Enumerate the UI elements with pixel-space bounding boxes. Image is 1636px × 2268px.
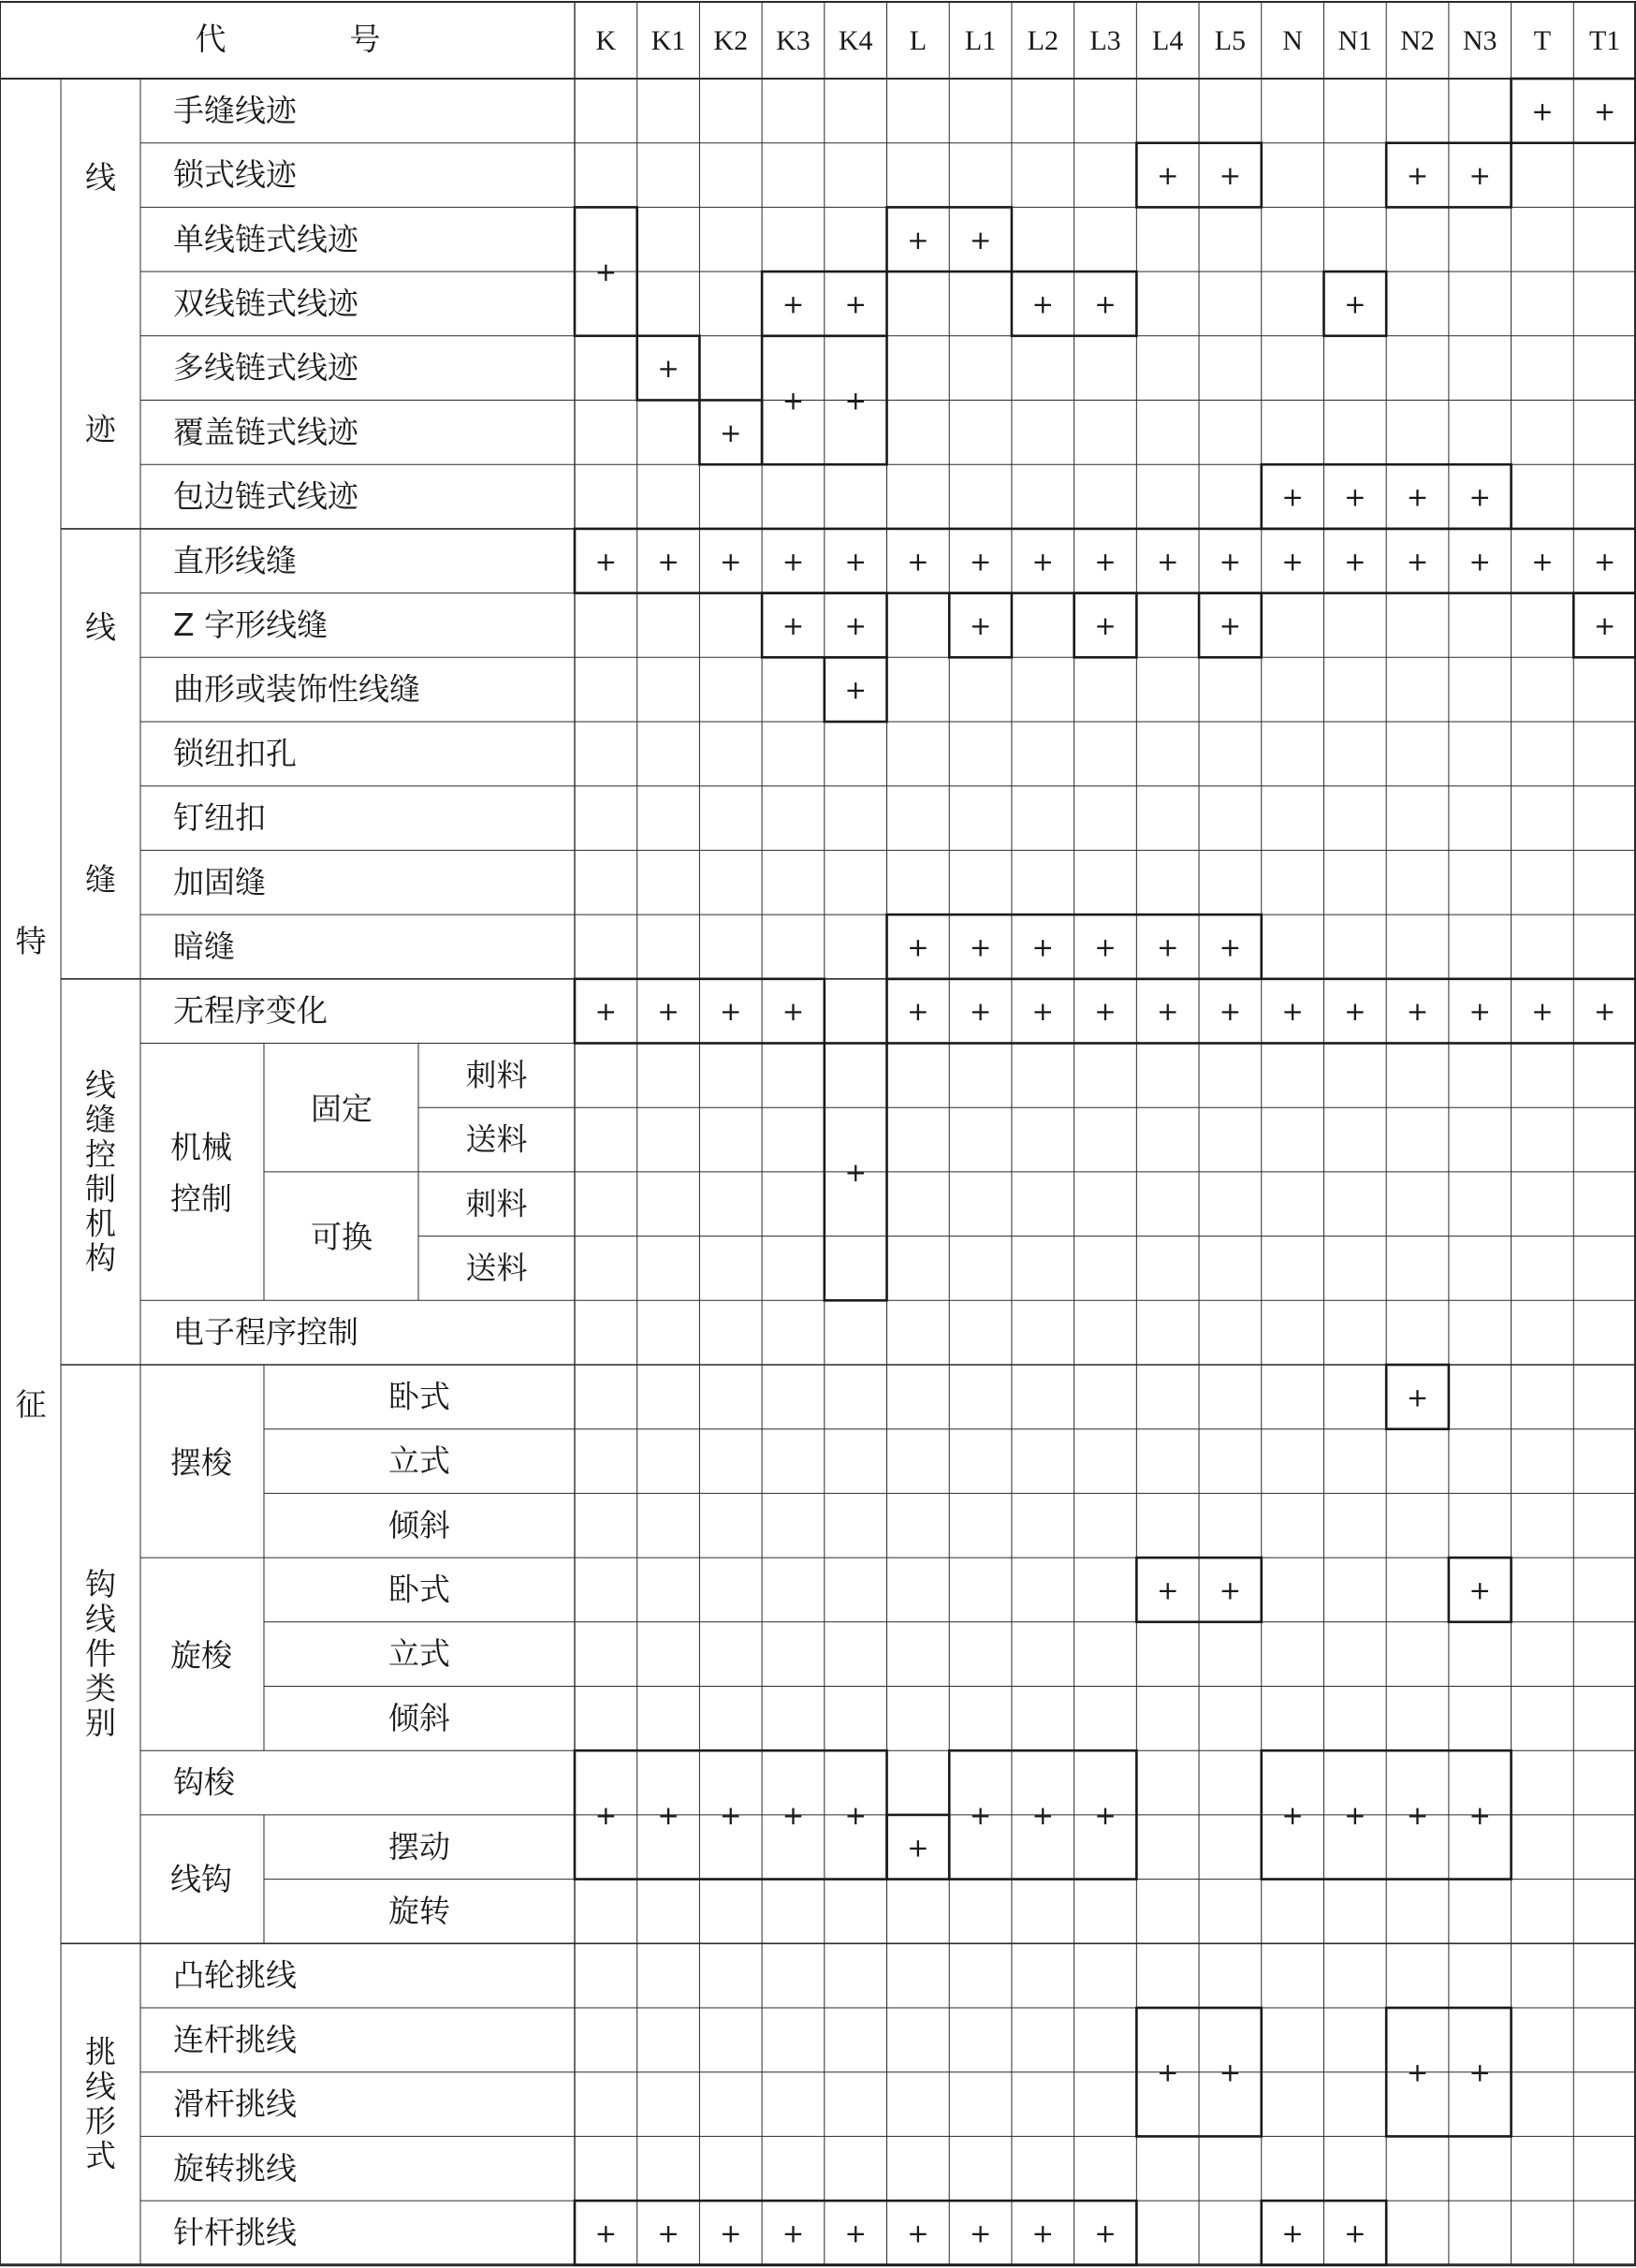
plus-mark: +: [594, 996, 618, 1028]
plus-mark: +: [1531, 95, 1554, 127]
row-label: 针杆挑线: [173, 2214, 297, 2251]
code-header-n2: N2: [1400, 25, 1435, 56]
group-label-hook-5: 别: [85, 1705, 116, 1742]
header-label-left: 代: [195, 21, 226, 57]
characteristic-label-1: 特: [15, 923, 47, 959]
plus-mark: +: [844, 1156, 867, 1188]
plus-mark: +: [844, 546, 867, 578]
group-label-control-1: 线: [85, 1066, 116, 1104]
plus-mark: +: [781, 546, 805, 578]
plus-mark: +: [969, 2217, 992, 2249]
plus-mark: +: [1468, 546, 1491, 578]
plus-mark: +: [907, 546, 929, 578]
code-header-t: T: [1533, 25, 1552, 56]
plus-mark: +: [1094, 288, 1117, 320]
plus-mark: +: [781, 609, 805, 641]
row-label: 立式: [388, 1635, 450, 1673]
plus-mark: +: [657, 546, 679, 578]
plus-mark: +: [781, 385, 805, 417]
row-label: 送料: [465, 1120, 528, 1158]
plus-mark: +: [1094, 546, 1117, 578]
plus-mark: +: [969, 224, 992, 256]
plus-mark: +: [657, 353, 679, 385]
plus-mark: +: [657, 996, 679, 1028]
plus-mark: +: [1219, 160, 1242, 192]
plus-mark: +: [907, 2217, 929, 2249]
plus-mark: +: [720, 2217, 742, 2249]
plus-mark: +: [1406, 160, 1429, 192]
plus-mark: +: [1531, 546, 1554, 578]
row-label: 曲形或装饰性线缝: [173, 670, 420, 708]
row-label: 锁纽扣孔: [173, 735, 297, 772]
plus-mark: +: [1406, 481, 1429, 513]
plus-mark: +: [969, 931, 992, 963]
row-label: 送料: [465, 1249, 528, 1286]
code-header-k4: K4: [838, 25, 873, 56]
plus-mark: +: [1219, 546, 1242, 578]
plus-mark: +: [720, 996, 742, 1028]
plus-mark: +: [1156, 160, 1179, 192]
group-label-takeup-4: 式: [85, 2137, 116, 2174]
plus-mark: +: [781, 288, 805, 320]
plus-mark: +: [1531, 996, 1554, 1028]
row-label: 单线链式线迹: [173, 220, 358, 257]
plus-mark: +: [1219, 2056, 1242, 2088]
oscillating-shuttle-label: 摆梭: [170, 1444, 232, 1481]
plus-mark: +: [1156, 1574, 1179, 1606]
plus-mark: +: [1344, 288, 1366, 320]
plus-mark: +: [1593, 95, 1616, 127]
group-label-control-4: 制: [85, 1170, 116, 1207]
plus-mark: +: [720, 417, 742, 448]
row-label: 包边链式线迹: [173, 477, 358, 515]
group-label-control-6: 构: [85, 1239, 116, 1277]
plus-mark: +: [594, 1799, 618, 1831]
plus-mark: +: [1468, 2056, 1491, 2088]
code-header-k2: K2: [713, 25, 749, 56]
plus-mark: +: [1468, 996, 1491, 1028]
plus-mark: +: [969, 546, 992, 578]
group-label-seam-2: 缝: [85, 861, 116, 899]
row-label: 无程序变化: [173, 992, 328, 1030]
group-label-control-2: 缝: [85, 1101, 116, 1138]
plus-mark: +: [1468, 1574, 1491, 1606]
plus-mark: +: [1156, 996, 1179, 1028]
plus-mark: +: [1281, 996, 1304, 1028]
plus-mark: +: [1344, 546, 1366, 578]
plus-mark: +: [1468, 1799, 1491, 1831]
code-header-l5: L5: [1214, 25, 1247, 56]
group-label-takeup-2: 线: [85, 2068, 116, 2105]
plus-mark: +: [1094, 1799, 1117, 1831]
code-header-l3: L3: [1089, 25, 1121, 56]
plus-mark: +: [1593, 546, 1616, 578]
plus-mark: +: [594, 2217, 618, 2249]
plus-mark: +: [1156, 2056, 1179, 2088]
characteristic-label-2: 征: [15, 1386, 47, 1423]
row-label: 凸轮挑线: [173, 1956, 297, 1994]
plus-mark: +: [1406, 2056, 1429, 2088]
plus-mark: +: [1344, 996, 1366, 1028]
plus-mark: +: [1468, 481, 1491, 513]
plus-mark: +: [1406, 1799, 1429, 1831]
plus-mark: +: [1593, 996, 1616, 1028]
plus-mark: +: [844, 674, 867, 706]
header-label-right: 号: [349, 21, 381, 57]
code-header-l1: L1: [964, 25, 997, 56]
group-label-control-5: 机: [85, 1205, 116, 1242]
code-header-n1: N1: [1337, 25, 1373, 56]
plus-mark: +: [1094, 996, 1117, 1028]
plus-mark: +: [969, 609, 992, 641]
plus-mark: +: [1281, 1799, 1304, 1831]
row-label: 锁式线迹: [173, 156, 297, 194]
plus-mark: +: [781, 2217, 805, 2249]
plus-mark: +: [1406, 546, 1429, 578]
table-grid: [0, 2, 1636, 2265]
row-label: 倾斜: [388, 1506, 450, 1544]
plus-mark: +: [1031, 288, 1055, 320]
plus-mark: +: [1219, 1574, 1242, 1606]
row-label: 旋转挑线: [173, 2149, 297, 2187]
row-label: 覆盖链式线迹: [173, 413, 358, 450]
row-label: 卧式: [388, 1571, 450, 1608]
row-label: 电子程序控制: [173, 1313, 358, 1351]
plus-mark: +: [1593, 609, 1616, 641]
mechanical-control-label-1: 机械: [170, 1129, 232, 1165]
plus-mark: +: [594, 256, 618, 288]
row-label: 摆动: [388, 1828, 450, 1866]
rotary-shuttle-label: 旋梭: [170, 1637, 232, 1674]
group-label-control-3: 控: [85, 1135, 116, 1173]
group-label-hook-2: 线: [85, 1601, 116, 1638]
group-label-takeup-1: 挑: [85, 2033, 116, 2070]
plus-mark: +: [594, 546, 618, 578]
group-label-stitch-1: 线: [85, 158, 116, 196]
plus-mark: +: [1094, 2217, 1117, 2249]
plus-mark: +: [1219, 609, 1242, 641]
plus-mark: +: [657, 1799, 679, 1831]
exchangeable-label: 可换: [311, 1219, 372, 1255]
plus-mark: +: [1219, 931, 1242, 963]
row-label: 倾斜: [388, 1699, 450, 1736]
row-label: 多线链式线迹: [173, 349, 358, 387]
plus-mark: +: [907, 1832, 929, 1864]
plus-mark: +: [907, 224, 929, 256]
plus-mark: +: [720, 546, 742, 578]
plus-mark: +: [1281, 481, 1304, 513]
plus-mark: +: [1344, 2217, 1366, 2249]
code-header-k: K: [595, 25, 617, 56]
plus-mark: +: [1344, 1799, 1366, 1831]
group-label-hook-3: 件: [85, 1635, 116, 1673]
row-label: 刺料: [465, 1056, 528, 1093]
plus-mark: +: [969, 996, 992, 1028]
row-label: 立式: [388, 1442, 450, 1480]
plus-mark: +: [907, 996, 929, 1028]
group-label-hook-4: 类: [85, 1670, 116, 1707]
group-label-hook-1: 钩: [85, 1566, 116, 1603]
row-label: 钉纽扣: [173, 799, 266, 837]
table-text: [16, 21, 1621, 2250]
plus-mark: +: [907, 931, 929, 963]
code-header-l2: L2: [1027, 25, 1059, 56]
row-label: Z 字形线缝: [173, 606, 329, 643]
plus-mark: +: [1031, 546, 1055, 578]
plus-mark: +: [1468, 160, 1491, 192]
plus-mark: +: [1094, 609, 1117, 641]
plus-mark: +: [657, 2217, 679, 2249]
plus-mark: +: [844, 288, 867, 320]
row-label: 钩梭: [173, 1763, 235, 1801]
plus-mark: +: [844, 609, 867, 641]
plus-mark: +: [1156, 546, 1179, 578]
plus-mark: +: [1031, 996, 1055, 1028]
row-label: 手缝线迹: [173, 92, 297, 129]
plus-mark: +: [1219, 996, 1242, 1028]
code-header-l: L: [909, 25, 928, 56]
row-label: 刺料: [465, 1185, 528, 1222]
plus-mark: +: [1281, 546, 1304, 578]
row-label: 直形线缝: [173, 542, 297, 579]
row-label: 连杆挑线: [173, 2021, 297, 2058]
code-header-t1: T1: [1588, 25, 1621, 56]
plus-mark: +: [1156, 931, 1179, 963]
plus-mark: +: [969, 1799, 992, 1831]
mechanical-control-label-2: 控制: [170, 1180, 232, 1217]
code-header-l4: L4: [1152, 25, 1184, 56]
plus-mark: +: [844, 1799, 867, 1831]
group-label-takeup-3: 形: [85, 2102, 116, 2140]
plus-mark: +: [1406, 996, 1429, 1028]
code-header-k1: K1: [650, 25, 686, 56]
plus-mark: +: [781, 996, 805, 1028]
plus-mark: +: [1094, 931, 1117, 963]
plus-mark: +: [1344, 481, 1366, 513]
row-label: 加固缝: [173, 863, 266, 900]
plus-mark: +: [781, 1799, 805, 1831]
plus-mark: +: [1031, 2217, 1055, 2249]
code-header-n3: N3: [1462, 25, 1497, 56]
plus-mark: +: [844, 385, 867, 417]
plus-mark: +: [1281, 2217, 1304, 2249]
code-header-k3: K3: [776, 25, 811, 56]
row-label: 双线链式线迹: [173, 285, 358, 322]
row-label: 旋转: [388, 1892, 450, 1929]
plus-mark: +: [1031, 1799, 1055, 1831]
plus-mark: +: [720, 1799, 742, 1831]
looper-label: 线钩: [170, 1861, 232, 1897]
group-label-seam-1: 线: [85, 608, 116, 646]
row-label: 滑杆挑线: [173, 2085, 297, 2123]
group-label-stitch-2: 迹: [85, 411, 116, 448]
plus-mark: +: [844, 2217, 867, 2249]
plus-mark: +: [1406, 1382, 1429, 1413]
code-header-n: N: [1282, 25, 1303, 56]
fixed-label: 固定: [311, 1090, 372, 1127]
plus-mark: +: [1031, 931, 1055, 963]
row-label: 卧式: [388, 1378, 450, 1415]
row-label: 暗缝: [173, 928, 235, 965]
